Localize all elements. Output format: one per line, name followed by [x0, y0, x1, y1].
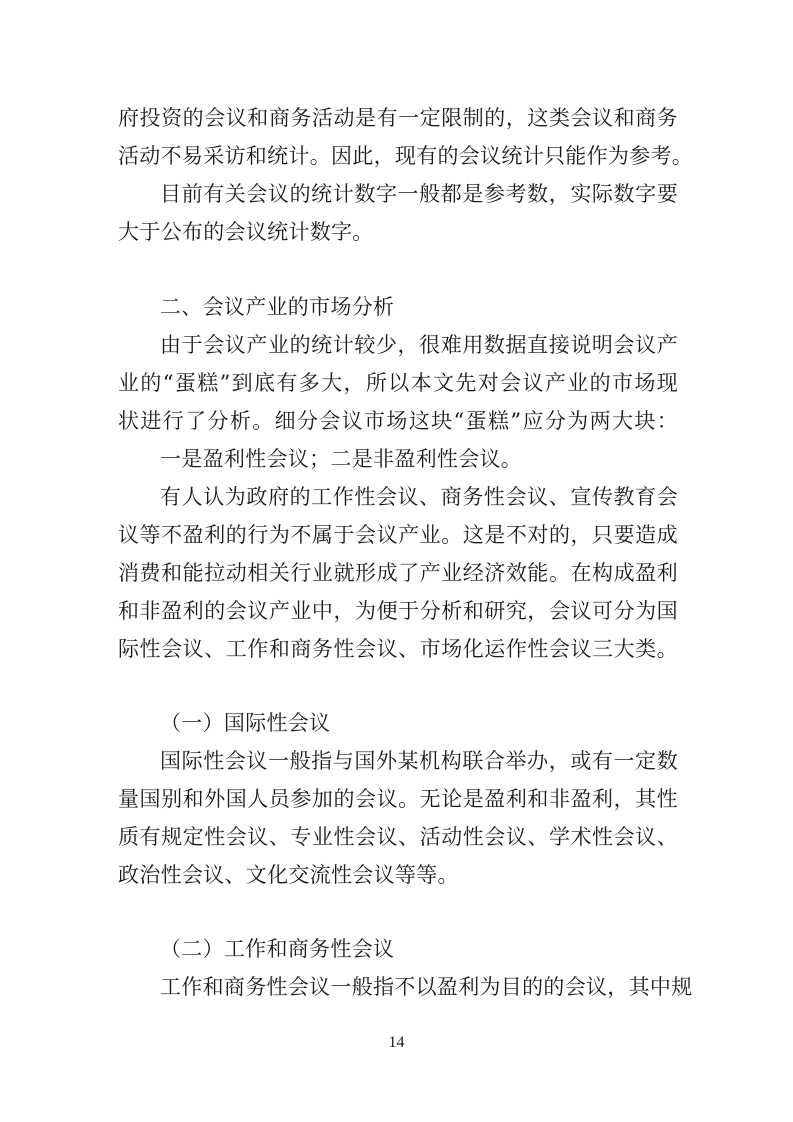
- subsection-heading: （一）国际性会议: [160, 711, 331, 735]
- paragraph-line: 大于公布的会议统计数字。: [118, 220, 374, 244]
- paragraph-line: 活动不易采访和统计。因此，现有的会议统计只能作为参考。: [118, 144, 694, 168]
- section-heading: 二、会议产业的市场分析: [160, 295, 395, 319]
- paragraph-line: 工作和商务性会议一般指不以盈利为目的的会议，其中规: [160, 975, 693, 999]
- subsection-heading: （二）工作和商务性会议: [160, 937, 395, 961]
- paragraph-line: 业的“蛋糕”到底有多大，所以本文先对会议产业的市场现: [118, 371, 678, 395]
- paragraph-line: 有人认为政府的工作性会议、商务性会议、宣传教育会: [160, 485, 678, 509]
- paragraph-line: 消费和能拉动相关行业就形成了产业经济效能。在构成盈利: [118, 561, 678, 585]
- paragraph-line: 状进行了分析。细分会议市场这块“蛋糕”应分为两大块：: [118, 409, 678, 433]
- paragraph-line: 量国别和外国人员参加的会议。无论是盈利和非盈利，其性: [118, 787, 678, 811]
- paragraph-line: 一是盈利性会议；二是非盈利性会议。: [160, 447, 523, 471]
- paragraph-line: 政治性会议、文化交流性会议等等。: [118, 863, 459, 887]
- paragraph-line: 质有规定性会议、专业性会议、活动性会议、学术性会议、: [118, 825, 678, 849]
- paragraph-line: 和非盈利的会议产业中，为便于分析和研究，会议可分为国: [118, 599, 678, 623]
- paragraph-line: 议等不盈利的行为不属于会议产业。这是不对的，只要造成: [118, 523, 678, 547]
- paragraph-line: 府投资的会议和商务活动是有一定限制的，这类会议和商务: [118, 106, 678, 130]
- page-number: 14: [388, 1034, 405, 1051]
- paragraph-line: 目前有关会议的统计数字一般都是参考数，实际数字要: [160, 182, 678, 206]
- paragraph-line: 由于会议产业的统计较少，很难用数据直接说明会议产: [160, 333, 678, 357]
- paragraph-line: 际性会议、工作和商务性会议、市场化运作性会议三大类。: [118, 637, 678, 661]
- paragraph-line: 国际性会议一般指与国外某机构联合举办，或有一定数: [160, 749, 678, 773]
